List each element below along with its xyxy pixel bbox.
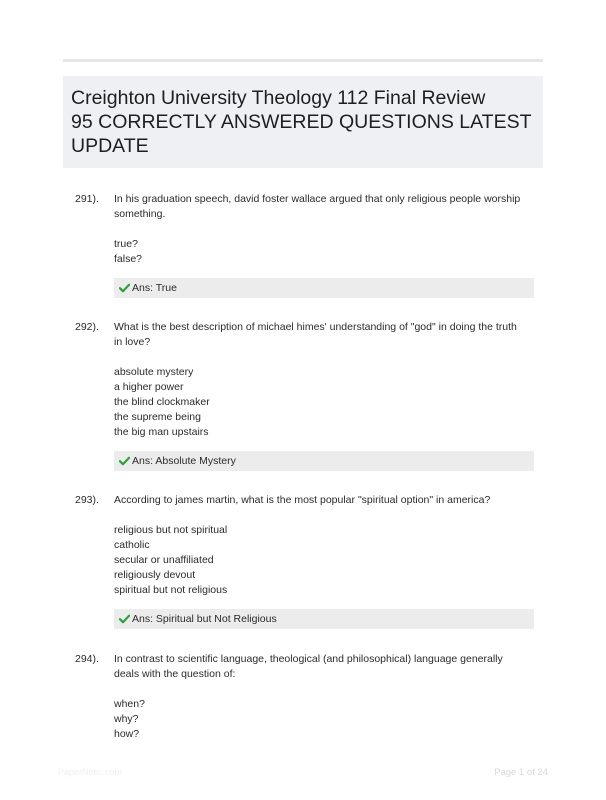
question-number: 293). xyxy=(75,494,99,506)
answer-text: Ans: True xyxy=(132,282,177,294)
title-banner xyxy=(63,76,543,168)
question-text: In his graduation speech, david foster wallace argued that only religious people worship something. xyxy=(114,193,521,220)
question-text: According to james martin, what is the most popular "spiritual option" in america? xyxy=(114,494,491,506)
page-number: Page 1 of 24 xyxy=(494,767,548,778)
answer-box xyxy=(114,278,534,298)
answer-box xyxy=(114,609,534,629)
answer-box xyxy=(114,451,534,471)
option: secular or unaffiliated xyxy=(114,554,214,566)
option: the big man upstairs xyxy=(114,426,209,438)
option: false? xyxy=(114,253,143,265)
option: when? xyxy=(114,698,145,710)
check-icon xyxy=(119,283,130,293)
option-list xyxy=(114,365,514,440)
check-icon xyxy=(119,614,130,624)
option: the blind clockmaker xyxy=(114,396,210,408)
option: absolute mystery xyxy=(114,366,194,378)
option: why? xyxy=(114,713,139,725)
check-icon xyxy=(119,456,130,466)
option: the supreme being xyxy=(114,411,201,423)
option: religiously devout xyxy=(114,569,196,581)
answer-text: Ans: Spiritual but Not Religious xyxy=(132,613,277,625)
footer-watermark: PaperNotic.com xyxy=(58,767,123,777)
option: religious but not spiritual xyxy=(114,524,228,536)
question-number: 291). xyxy=(75,193,99,205)
question-text: What is the best description of michael himes' understanding of "god" in doing the truth in love? xyxy=(114,321,517,348)
option: true? xyxy=(114,238,138,250)
option-list xyxy=(114,237,514,267)
option: how? xyxy=(114,728,140,740)
option-list xyxy=(114,523,514,598)
option: a higher power xyxy=(114,381,184,393)
question-number: 294). xyxy=(75,653,99,665)
page-title: Creighton University Theology 112 Final Review 95 CORRECTLY ANSWERED QUESTIONS LATEST UPDATE xyxy=(71,87,532,157)
top-divider xyxy=(63,59,543,62)
answer-text: Ans: Absolute Mystery xyxy=(132,455,236,467)
question-number: 292). xyxy=(75,321,99,333)
question-text: In contrast to scientific language, theological (and philosophical) language generally deals with the question of: xyxy=(114,653,503,680)
option: spiritual but not religious xyxy=(114,584,228,596)
option-list xyxy=(114,697,514,742)
option: catholic xyxy=(114,539,150,551)
